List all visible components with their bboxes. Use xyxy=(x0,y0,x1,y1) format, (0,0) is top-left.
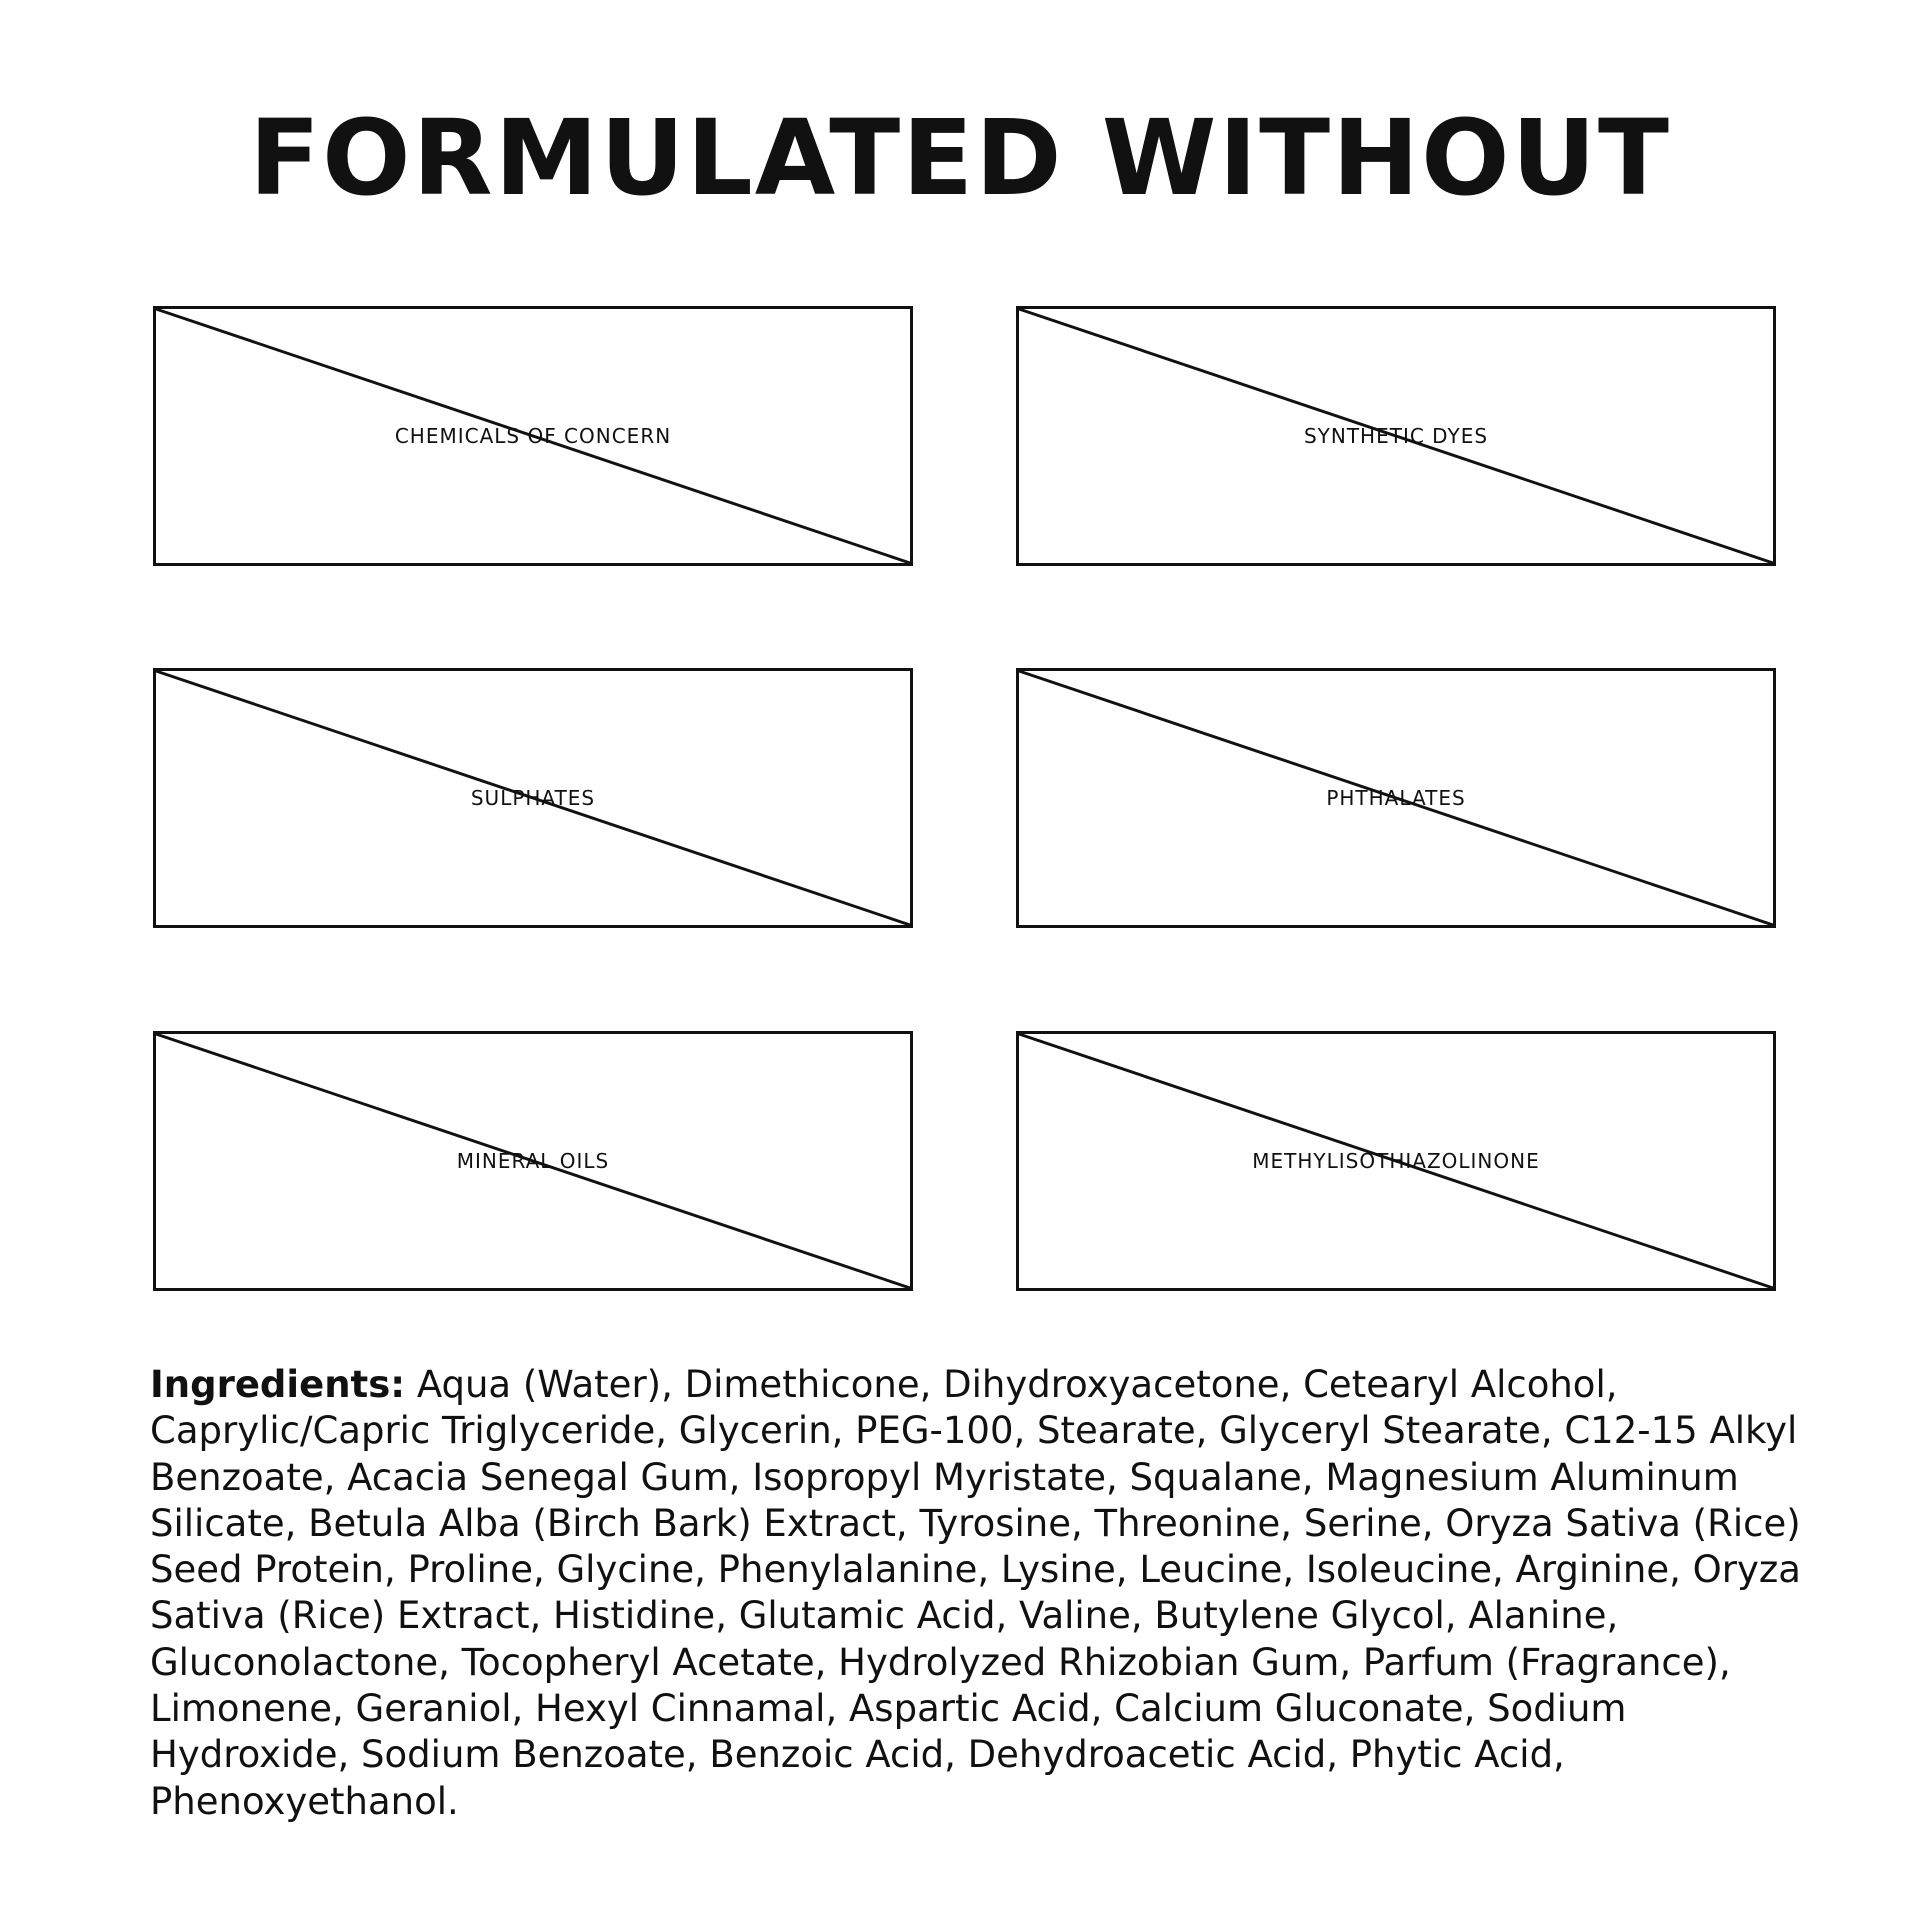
ingredients-heading: Ingredients: xyxy=(150,1363,406,1406)
badge-phthalates xyxy=(1016,668,1776,928)
badge-sulphates xyxy=(153,668,913,928)
badge-label: METHYLISOTHIAZOLINONE xyxy=(1252,1149,1540,1173)
badge-label: SULPHATES xyxy=(470,786,596,810)
badge-label: CHEMICALS OF CONCERN xyxy=(394,424,672,448)
badge-synthetic-dyes xyxy=(1016,306,1776,566)
badge-mineral-oils xyxy=(153,1031,913,1291)
badge-label: MINERAL OILS xyxy=(456,1149,610,1173)
ingredients-text: Aqua (Water), Dimethicone, Dihydroxyacetone, Cetearyl Alcohol, Caprylic/Capric Triglyceride, Glycerin, PEG-100, Stearate, Glyceryl Stearate, C12-15 Alkyl Benzoate, Acacia Senegal Gum, Isopropyl Myristate, Squalane, Magnesium Aluminum Silicate, Betula Alba (Birch Bark) Extract, Tyrosine, Threonine, Serine, Oryza Sativa (Rice) Seed Protein, Proline, Glycine, Phenylalanine, Lysine, Leucine, Isoleucine, Arginine, Oryza Sativa (Rice) Extract, Histidine, Glutamic Acid, Valine, Butylene Glycol, Alanine, Gluconolactone, Tocopheryl Acetate, Hydrolyzed Rhizobian Gum, Parfum (Fragrance), Limonene, Geraniol, Hexyl Cinnamal, Aspartic Acid, Calcium Gluconate, Sodium Hydroxide, Sodium Benzoate, Benzoic Acid, Dehydroacetic Acid, Phytic Acid, Phenoxyethanol. xyxy=(150,1363,1801,1823)
ingredients-list xyxy=(150,1362,1810,1825)
page-title: FORMULATED WITHOUT xyxy=(249,97,1671,219)
badge-chemicals-of-concern xyxy=(153,306,913,566)
badge-methylisothiazolinone xyxy=(1016,1031,1776,1291)
badge-label: SYNTHETIC DYES xyxy=(1303,424,1489,448)
badge-label: PHTHALATES xyxy=(1326,786,1466,810)
